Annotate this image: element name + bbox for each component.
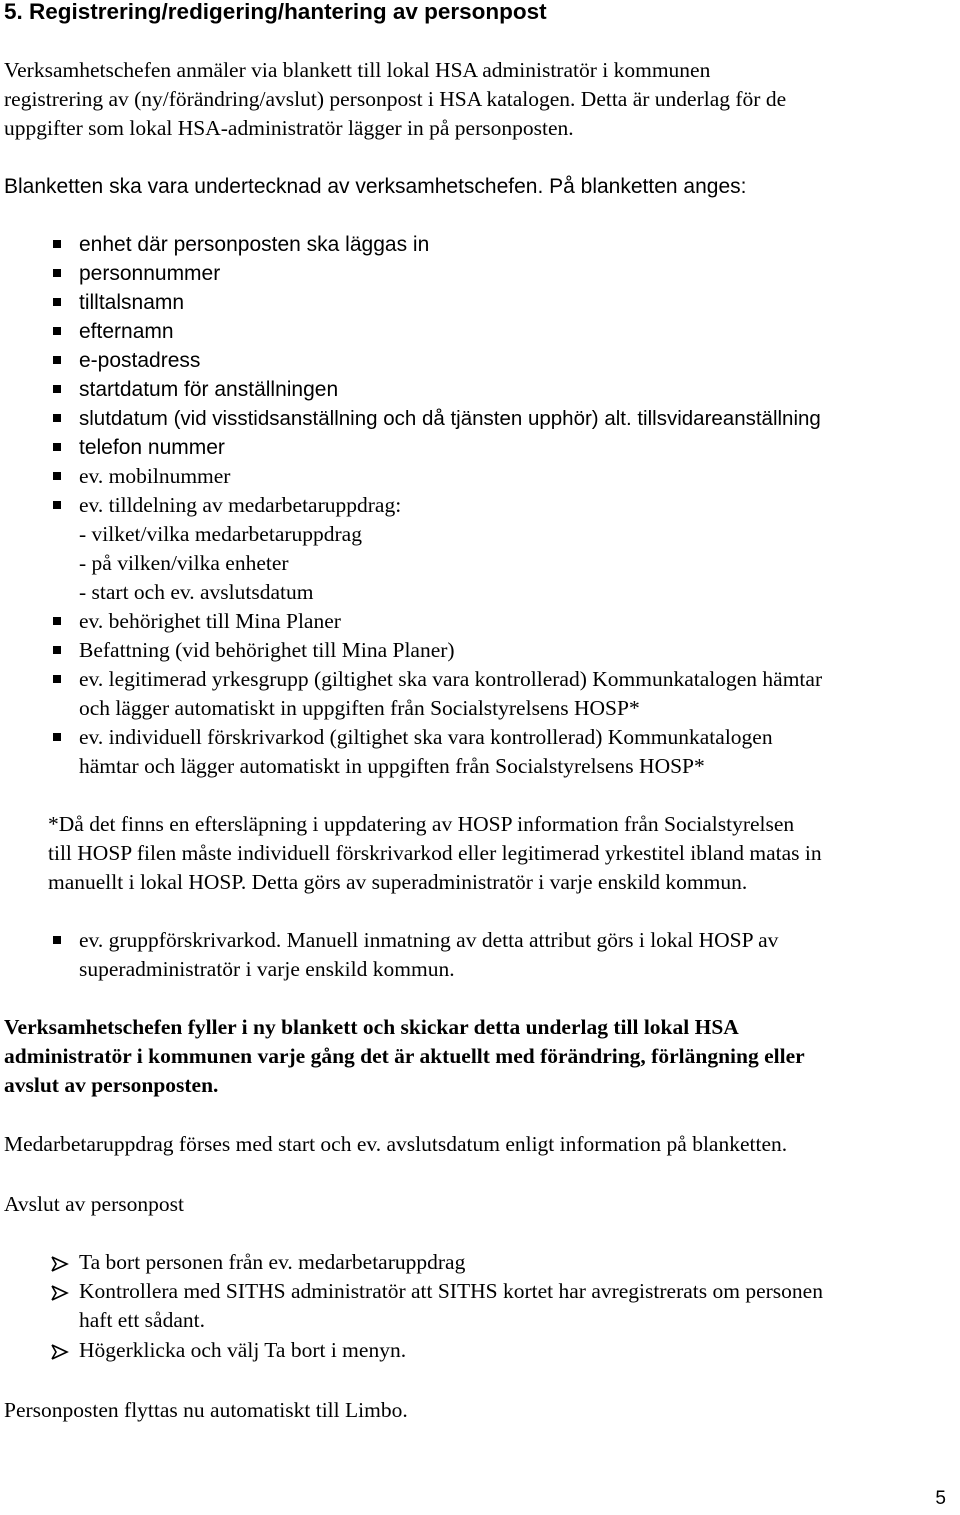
list-item: ev. mobilnummer: [79, 464, 231, 488]
list-item: Kontrollera med SITHS administratör att SITHS kortet har avregistrerats om personen: [79, 1279, 823, 1303]
section-heading: 5. Registrering/redigering/hantering av personpost: [4, 0, 547, 24]
square-bullet-icon: [53, 240, 61, 248]
arrow-bullet-icon: [51, 1285, 69, 1301]
signed-note: Blanketten ska vara undertecknad av verksamhetschefen. På blanketten anges:: [4, 175, 747, 198]
list-item: Befattning (vid behörighet till Mina Planer): [79, 638, 455, 662]
list-item: enhet där personposten ska läggas in: [79, 233, 430, 256]
list-item-continued: och lägger automatiskt in uppgiften från Socialstyrelsens HOSP*: [79, 696, 640, 720]
sub-list-item: - start och ev. avslutsdatum: [79, 580, 314, 604]
square-bullet-icon: [53, 472, 61, 480]
bold-paragraph-line: administratör i kommunen varje gång det är aktuellt med förändring, förlängning eller: [4, 1044, 805, 1068]
square-bullet-icon: [53, 646, 61, 654]
list-item: Högerklicka och välj Ta bort i menyn.: [79, 1338, 407, 1362]
list-item: Ta bort personen från ev. medarbetaruppdrag: [79, 1250, 466, 1274]
closing-note: Personposten flyttas nu automatiskt till Limbo.: [4, 1398, 408, 1422]
square-bullet-icon: [53, 269, 61, 277]
list-item: e-postadress: [79, 349, 201, 372]
arrow-bullet-icon: [51, 1344, 69, 1360]
list-item: ev. gruppförskrivarkod. Manuell inmatning av detta attribut görs i lokal HOSP av: [79, 928, 779, 952]
intro-line: Verksamhetschefen anmäler via blankett till lokal HSA administratör i kommunen: [4, 58, 711, 82]
bold-paragraph-line: Verksamhetschefen fyller i ny blankett och skickar detta underlag till lokal HSA: [4, 1015, 739, 1039]
list-item: slutdatum (vid visstidsanställning och då tjänsten upphör) alt. tillsvidareanställning: [79, 407, 821, 430]
sub-list-item: - vilket/vilka medarbetaruppdrag: [79, 522, 362, 546]
square-bullet-icon: [53, 501, 61, 509]
subsection-heading: Avslut av personpost: [4, 1192, 184, 1216]
list-item-continued: hämtar och lägger automatiskt in uppgiften från Socialstyrelsens HOSP*: [79, 754, 705, 778]
list-item: startdatum för anställningen: [79, 378, 339, 401]
assignment-note: Medarbetaruppdrag förses med start och ev. avslutsdatum enligt information på blanketten.: [4, 1132, 788, 1156]
list-item: efternamn: [79, 320, 174, 343]
footnote-line: manuellt i lokal HOSP. Detta görs av superadministratör i varje enskild kommun.: [48, 870, 748, 894]
square-bullet-icon: [53, 327, 61, 335]
list-item-continued: superadministratör i varje enskild kommun.: [79, 957, 455, 981]
square-bullet-icon: [53, 733, 61, 741]
list-item-continued: haft ett sådant.: [79, 1308, 205, 1332]
square-bullet-icon: [53, 414, 61, 422]
list-item: personnummer: [79, 262, 221, 285]
square-bullet-icon: [53, 298, 61, 306]
list-item: tilltalsnamn: [79, 291, 185, 314]
list-item: ev. individuell förskrivarkod (giltighet ska vara kontrollerad) Kommunkatalogen: [79, 725, 773, 749]
list-item: ev. legitimerad yrkesgrupp (giltighet ska vara kontrollerad) Kommunkatalogen hämtar: [79, 667, 823, 691]
footnote-line: *Då det finns en eftersläpning i uppdatering av HOSP information från Socialstyrelsen: [48, 812, 795, 836]
bold-paragraph-line: avslut av personposten.: [4, 1073, 219, 1097]
list-item: telefon nummer: [79, 436, 225, 459]
footnote-line: till HOSP filen måste individuell förskrivarkod eller legitimerad yrkestitel ibland matas in: [48, 841, 822, 865]
list-item: ev. behörighet till Mina Planer: [79, 609, 341, 633]
square-bullet-icon: [53, 617, 61, 625]
square-bullet-icon: [53, 443, 61, 451]
square-bullet-icon: [53, 385, 61, 393]
square-bullet-icon: [53, 936, 61, 944]
square-bullet-icon: [53, 675, 61, 683]
intro-line: registrering av (ny/förändring/avslut) personpost i HSA katalogen. Detta är underlag för de: [4, 87, 787, 111]
page-number: 5: [935, 1488, 946, 1509]
list-item: ev. tilldelning av medarbetaruppdrag:: [79, 493, 402, 517]
arrow-bullet-icon: [51, 1256, 69, 1272]
square-bullet-icon: [53, 356, 61, 364]
sub-list-item: - på vilken/vilka enheter: [79, 551, 289, 575]
intro-line: uppgifter som lokal HSA-administratör lägger in på personposten.: [4, 116, 574, 140]
